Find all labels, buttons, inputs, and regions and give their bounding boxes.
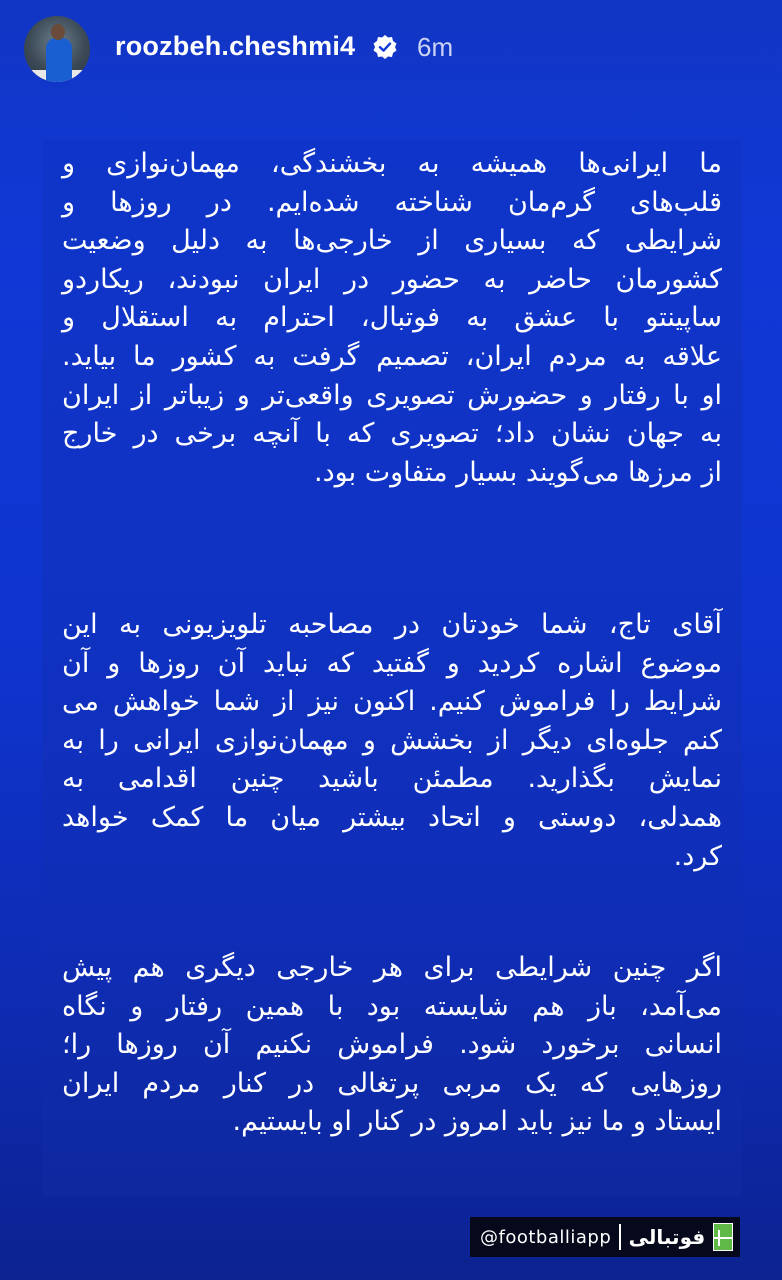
username[interactable]: roozbeh.cheshmi4	[115, 31, 356, 61]
paragraph-3	[62, 949, 722, 1142]
paragraph-2	[62, 606, 722, 876]
watermark-handle: @footballiapp	[480, 1226, 612, 1248]
story-header	[0, 0, 782, 100]
watermark-divider	[619, 1224, 620, 1250]
verified-badge-icon	[372, 34, 398, 60]
footballi-watermark	[470, 1217, 740, 1257]
text-line: ما ایرانی‌ها همیشه به بخشندگی، مهمان‌نوازی و	[62, 148, 722, 179]
footballi-logo-icon	[713, 1223, 733, 1251]
avatar[interactable]	[24, 16, 90, 82]
paragraph-1	[62, 145, 722, 492]
text-line: شرایط را فراموش کنیم. اکنون نیز از شما خواهش می	[62, 686, 722, 718]
post-time: 6m	[417, 32, 454, 62]
text-line: شرایطی که بسیاری از خارجی‌ها به دلیل وضعیت	[62, 225, 722, 257]
avatar-player-body	[46, 38, 72, 82]
text-line: کنم جلوه‌ای دیگر از بخشش و مهمان‌نوازی ایرانی را به	[62, 724, 722, 756]
text-line: اگر چنین شرایطی برای هر خارجی دیگری هم پیش	[62, 952, 722, 983]
text-line: کشورمان حاضر به حضور در ایران نبودند، ریکاردو	[62, 263, 722, 295]
logo-pitch-line	[714, 1237, 732, 1239]
logo-pitch-line-vertical	[718, 1230, 720, 1246]
text-line: آقای تاج، شما خودتان در مصاحبه تلویزیونی به این	[62, 609, 722, 640]
avatar-player-head	[51, 24, 65, 40]
text-line: انسانی برخورد شود. فراموش نکنیم آن روزها را؛	[62, 1029, 722, 1061]
text-line: به جهان نشان داد؛ تصویری که با آنچه برخی در خارج	[62, 418, 722, 450]
text-line: روزهایی که یک مربی پرتغالی در کنار مردم ایران	[62, 1067, 722, 1099]
text-line: علاقه به مردم ایران، تصمیم گرفت به کشور ما بیاید.	[62, 340, 722, 372]
text-line: می‌آمد، باز هم شایسته بود با همین رفتار و نگاه	[62, 990, 722, 1022]
text-line: از مرزها می‌گویند بسیار متفاوت بود.	[314, 456, 722, 488]
text-line: قلب‌های گرم‌مان شناخته شده‌ایم. در روزها و	[62, 186, 722, 218]
text-line: موضوع اشاره کردید و گفتید که نباید آن روزها و آن	[62, 647, 722, 679]
text-line: کرد.	[673, 840, 722, 872]
text-line: نمایش بگذارید. مطمئن باشید چنین اقدامی به	[62, 763, 722, 795]
text-line: او با رفتار و حضورش تصویری واقعی‌تر و زیباتر از ایران	[62, 379, 722, 411]
text-line: ایستاد و ما نیز باید امروز در کنار او بایستیم.	[232, 1106, 722, 1138]
text-line: ساپینتو با عشق به فوتبال، احترام به استقلال و	[62, 302, 722, 334]
text-line: همدلی، دوستی و اتحاد بیشتر میان ما کمک خواهد	[62, 801, 722, 833]
watermark-brand: فوتبالی	[628, 1225, 706, 1249]
